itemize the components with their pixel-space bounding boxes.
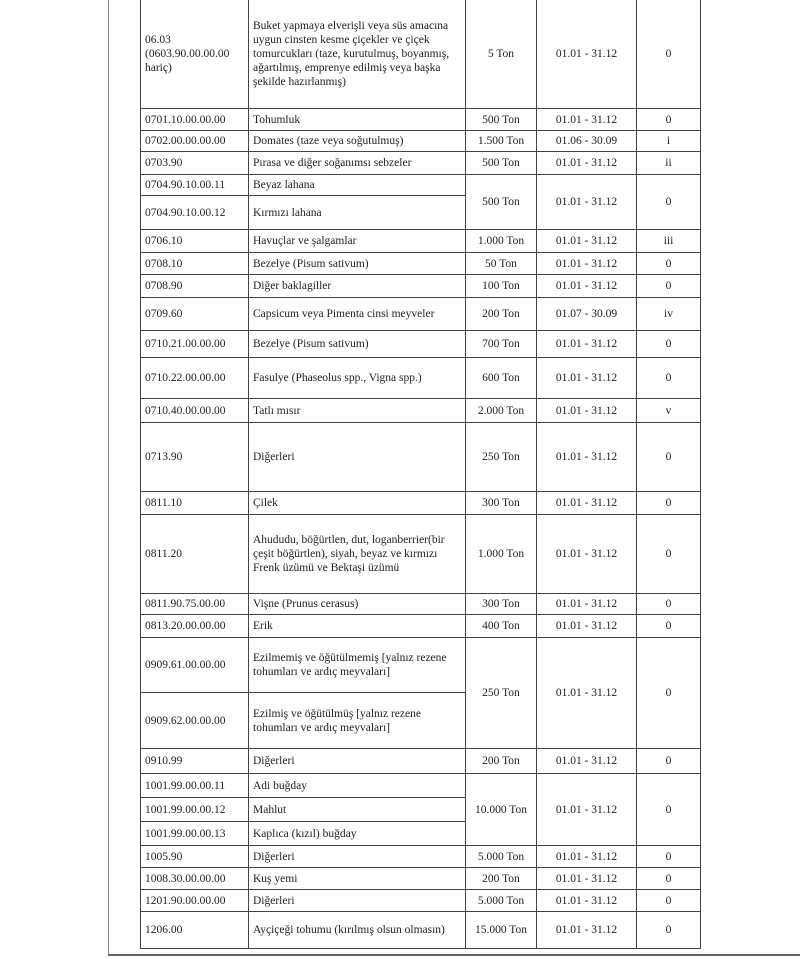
quota-period-cell: 01.01 - 31.12 bbox=[537, 399, 637, 423]
tariff-code-cell: 0813.20.00.00.00 bbox=[141, 615, 249, 638]
tariff-code-cell: 1001.99.00.00.12 bbox=[141, 798, 249, 822]
tariff-code-cell: 0909.62.00.00.00 bbox=[141, 693, 249, 749]
description-cell: Tohumluk bbox=[249, 109, 466, 131]
quota-period-cell: 01.01 - 31.12 bbox=[537, 594, 637, 615]
table-row bbox=[141, 253, 701, 275]
duty-note-cell: v bbox=[637, 399, 701, 423]
duty-note-cell: 0 bbox=[637, 492, 701, 515]
description-cell: Çilek bbox=[249, 492, 466, 515]
description-cell: Diğerleri bbox=[249, 846, 466, 868]
tariff-code-cell: 1001.99.00.00.13 bbox=[141, 822, 249, 846]
tariff-code-cell: 1206.00 bbox=[141, 912, 249, 949]
description-cell: Buket yapmaya elverişli veya süs amacına uygun cinsten kesme çiçekler ve çiçek tomurcukları (taze, kurutulmuş, boyanmış, ağartılmış, emprenye edilmiş veya başka şekilde hazırlanmış) bbox=[249, 0, 466, 109]
table-row bbox=[141, 131, 701, 152]
page-bottom-edge bbox=[108, 954, 800, 956]
tariff-code-cell: 0811.10 bbox=[141, 492, 249, 515]
description-cell: Ezilmemiş ve öğütülmemiş [yalnız rezene tohumları ve ardıç meyvaları] bbox=[249, 638, 466, 693]
table-row bbox=[141, 298, 701, 331]
duty-note-cell: ii bbox=[637, 152, 701, 175]
quota-quantity-cell: 700 Ton bbox=[466, 331, 537, 358]
quota-period-cell: 01.01 - 31.12 bbox=[537, 109, 637, 131]
quota-period-cell: 01.01 - 31.12 bbox=[537, 230, 637, 253]
quota-quantity-cell: 1.000 Ton bbox=[466, 515, 537, 594]
quota-period-cell: 01.01 - 31.12 bbox=[537, 275, 637, 298]
quota-quantity-cell: 10.000 Ton bbox=[466, 774, 537, 846]
quota-period-cell: 01.01 - 31.12 bbox=[537, 253, 637, 275]
quota-quantity-cell: 200 Ton bbox=[466, 298, 537, 331]
quota-period-cell: 01.01 - 31.12 bbox=[537, 868, 637, 890]
description-cell: Ezilmiş ve öğütülmüş [yalnız rezene tohumları ve ardıç meyvaları] bbox=[249, 693, 466, 749]
tariff-code-cell: 0701.10.00.00.00 bbox=[141, 109, 249, 131]
description-cell: Havuçlar ve şalgamlar bbox=[249, 230, 466, 253]
quota-period-cell: 01.01 - 31.12 bbox=[537, 774, 637, 846]
tariff-code-cell: 1005.90 bbox=[141, 846, 249, 868]
quota-quantity-cell: 100 Ton bbox=[466, 275, 537, 298]
tariff-code-cell: 0709.60 bbox=[141, 298, 249, 331]
tariff-code-cell: 0710.21.00.00.00 bbox=[141, 331, 249, 358]
quota-quantity-cell: 400 Ton bbox=[466, 615, 537, 638]
table-row bbox=[141, 230, 701, 253]
tariff-code-cell: 0710.40.00.00.00 bbox=[141, 399, 249, 423]
duty-note-cell: 0 bbox=[637, 175, 701, 230]
quota-quantity-cell: 5.000 Ton bbox=[466, 846, 537, 868]
quota-quantity-cell: 500 Ton bbox=[466, 175, 537, 230]
duty-note-cell: 0 bbox=[637, 615, 701, 638]
quota-period-cell: 01.07 - 30.09 bbox=[537, 298, 637, 331]
quota-quantity-cell: 5 Ton bbox=[466, 0, 537, 109]
description-cell: Bezelye (Pisum sativum) bbox=[249, 331, 466, 358]
quota-quantity-cell: 500 Ton bbox=[466, 109, 537, 131]
tariff-code-cell: 0704.90.10.00.12 bbox=[141, 196, 249, 230]
quota-quantity-cell: 5.000 Ton bbox=[466, 890, 537, 912]
table-row bbox=[141, 515, 701, 594]
table-row bbox=[141, 109, 701, 131]
tariff-code-cell: 0706.10 bbox=[141, 230, 249, 253]
quota-quantity-cell: 300 Ton bbox=[466, 492, 537, 515]
description-cell: Kırmızı lahana bbox=[249, 196, 466, 230]
description-cell: Kaplıca (kızıl) buğday bbox=[249, 822, 466, 846]
tariff-code-cell: 0811.20 bbox=[141, 515, 249, 594]
table-row bbox=[141, 615, 701, 638]
tariff-code-cell: 0811.90.75.00.00 bbox=[141, 594, 249, 615]
quota-period-cell: 01.01 - 31.12 bbox=[537, 175, 637, 230]
quota-quantity-cell: 15.000 Ton bbox=[466, 912, 537, 949]
quota-quantity-cell: 250 Ton bbox=[466, 638, 537, 749]
quota-period-cell: 01.01 - 31.12 bbox=[537, 423, 637, 492]
description-cell: Diğerleri bbox=[249, 749, 466, 774]
table-row bbox=[141, 152, 701, 175]
quota-quantity-cell: 500 Ton bbox=[466, 152, 537, 175]
tariff-code-cell: 0910.99 bbox=[141, 749, 249, 774]
duty-note-cell: 0 bbox=[637, 912, 701, 949]
description-cell: Pırasa ve diğer soğanımsı sebzeler bbox=[249, 152, 466, 175]
duty-note-cell: 0 bbox=[637, 890, 701, 912]
duty-note-cell: iii bbox=[637, 230, 701, 253]
table-row bbox=[141, 358, 701, 399]
description-cell: Domates (taze veya soğutulmuş) bbox=[249, 131, 466, 152]
description-cell: Mahlut bbox=[249, 798, 466, 822]
duty-note-cell: 0 bbox=[637, 749, 701, 774]
tariff-code-cell: 1008.30.00.00.00 bbox=[141, 868, 249, 890]
table-row bbox=[141, 175, 701, 196]
description-cell: Kuş yemi bbox=[249, 868, 466, 890]
quota-period-cell: 01.01 - 31.12 bbox=[537, 638, 637, 749]
tariff-code-cell: 1001.99.00.00.11 bbox=[141, 774, 249, 798]
description-cell: Capsicum veya Pimenta cinsi meyveler bbox=[249, 298, 466, 331]
table-row bbox=[141, 868, 701, 890]
duty-note-cell: 0 bbox=[637, 515, 701, 594]
quota-period-cell: 01.01 - 31.12 bbox=[537, 890, 637, 912]
table-row bbox=[141, 774, 701, 798]
tariff-code-cell: 06.03 (0603.90.00.00.00 hariç) bbox=[141, 0, 249, 109]
table-row bbox=[141, 399, 701, 423]
tariff-code-cell: 0710.22.00.00.00 bbox=[141, 358, 249, 399]
tariff-code-cell: 0708.90 bbox=[141, 275, 249, 298]
quota-period-cell: 01.01 - 31.12 bbox=[537, 615, 637, 638]
page-left-edge bbox=[108, 0, 109, 955]
duty-note-cell: 0 bbox=[637, 253, 701, 275]
duty-note-cell: 0 bbox=[637, 358, 701, 399]
quota-quantity-cell: 200 Ton bbox=[466, 868, 537, 890]
quota-quantity-cell: 1.500 Ton bbox=[466, 131, 537, 152]
tariff-quota-table bbox=[140, 0, 701, 949]
duty-note-cell: 0 bbox=[637, 109, 701, 131]
duty-note-cell: i bbox=[637, 131, 701, 152]
quota-period-cell: 01.01 - 31.12 bbox=[537, 492, 637, 515]
duty-note-cell: 0 bbox=[637, 0, 701, 109]
description-cell: Ahududu, böğürtlen, dut, loganberrier(bir çeşit böğürtlen), siyah, beyaz ve kırmızı Frenk üzümü ve Bektaşi üzümü bbox=[249, 515, 466, 594]
description-cell: Bezelye (Pisum sativum) bbox=[249, 253, 466, 275]
quota-period-cell: 01.01 - 31.12 bbox=[537, 0, 637, 109]
description-cell: Vişne (Prunus cerasus) bbox=[249, 594, 466, 615]
duty-note-cell: 0 bbox=[637, 594, 701, 615]
duty-note-cell: 0 bbox=[637, 331, 701, 358]
description-cell: Diğer baklagiller bbox=[249, 275, 466, 298]
quota-period-cell: 01.01 - 31.12 bbox=[537, 358, 637, 399]
tariff-code-cell: 0704.90.10.00.11 bbox=[141, 175, 249, 196]
tariff-code-cell: 0702.00.00.00.00 bbox=[141, 131, 249, 152]
quota-quantity-cell: 600 Ton bbox=[466, 358, 537, 399]
quota-quantity-cell: 250 Ton bbox=[466, 423, 537, 492]
table-row bbox=[141, 846, 701, 868]
description-cell: Diğerleri bbox=[249, 890, 466, 912]
table-row bbox=[141, 594, 701, 615]
table-row bbox=[141, 423, 701, 492]
tariff-code-cell: 0703.90 bbox=[141, 152, 249, 175]
description-cell: Ayçiçeği tohumu (kırılmış olsun olmasın) bbox=[249, 912, 466, 949]
duty-note-cell: iv bbox=[637, 298, 701, 331]
duty-note-cell: 0 bbox=[637, 275, 701, 298]
table-row bbox=[141, 331, 701, 358]
duty-note-cell: 0 bbox=[637, 774, 701, 846]
duty-note-cell: 0 bbox=[637, 868, 701, 890]
description-cell: Beyaz lahana bbox=[249, 175, 466, 196]
tariff-code-cell: 1201.90.00.00.00 bbox=[141, 890, 249, 912]
table-row bbox=[141, 0, 701, 109]
description-cell: Erik bbox=[249, 615, 466, 638]
quota-period-cell: 01.06 - 30.09 bbox=[537, 131, 637, 152]
description-cell: Fasulye (Phaseolus spp., Vigna spp.) bbox=[249, 358, 466, 399]
table-row bbox=[141, 275, 701, 298]
quota-period-cell: 01.01 - 31.12 bbox=[537, 912, 637, 949]
table-row bbox=[141, 912, 701, 949]
quota-quantity-cell: 300 Ton bbox=[466, 594, 537, 615]
quota-quantity-cell: 50 Ton bbox=[466, 253, 537, 275]
duty-note-cell: 0 bbox=[637, 846, 701, 868]
quota-period-cell: 01.01 - 31.12 bbox=[537, 846, 637, 868]
tariff-code-cell: 0713.90 bbox=[141, 423, 249, 492]
quota-period-cell: 01.01 - 31.12 bbox=[537, 152, 637, 175]
table-row bbox=[141, 638, 701, 693]
description-cell: Diğerleri bbox=[249, 423, 466, 492]
quota-period-cell: 01.01 - 31.12 bbox=[537, 749, 637, 774]
quota-quantity-cell: 2.000 Ton bbox=[466, 399, 537, 423]
quota-period-cell: 01.01 - 31.12 bbox=[537, 331, 637, 358]
quota-quantity-cell: 1.000 Ton bbox=[466, 230, 537, 253]
tariff-code-cell: 0708.10 bbox=[141, 253, 249, 275]
tariff-code-cell: 0909.61.00.00.00 bbox=[141, 638, 249, 693]
duty-note-cell: 0 bbox=[637, 638, 701, 749]
table-row bbox=[141, 890, 701, 912]
quota-period-cell: 01.01 - 31.12 bbox=[537, 515, 637, 594]
quota-quantity-cell: 200 Ton bbox=[466, 749, 537, 774]
duty-note-cell: 0 bbox=[637, 423, 701, 492]
table-row bbox=[141, 492, 701, 515]
description-cell: Adi buğday bbox=[249, 774, 466, 798]
table-row bbox=[141, 749, 701, 774]
description-cell: Tatlı mısır bbox=[249, 399, 466, 423]
